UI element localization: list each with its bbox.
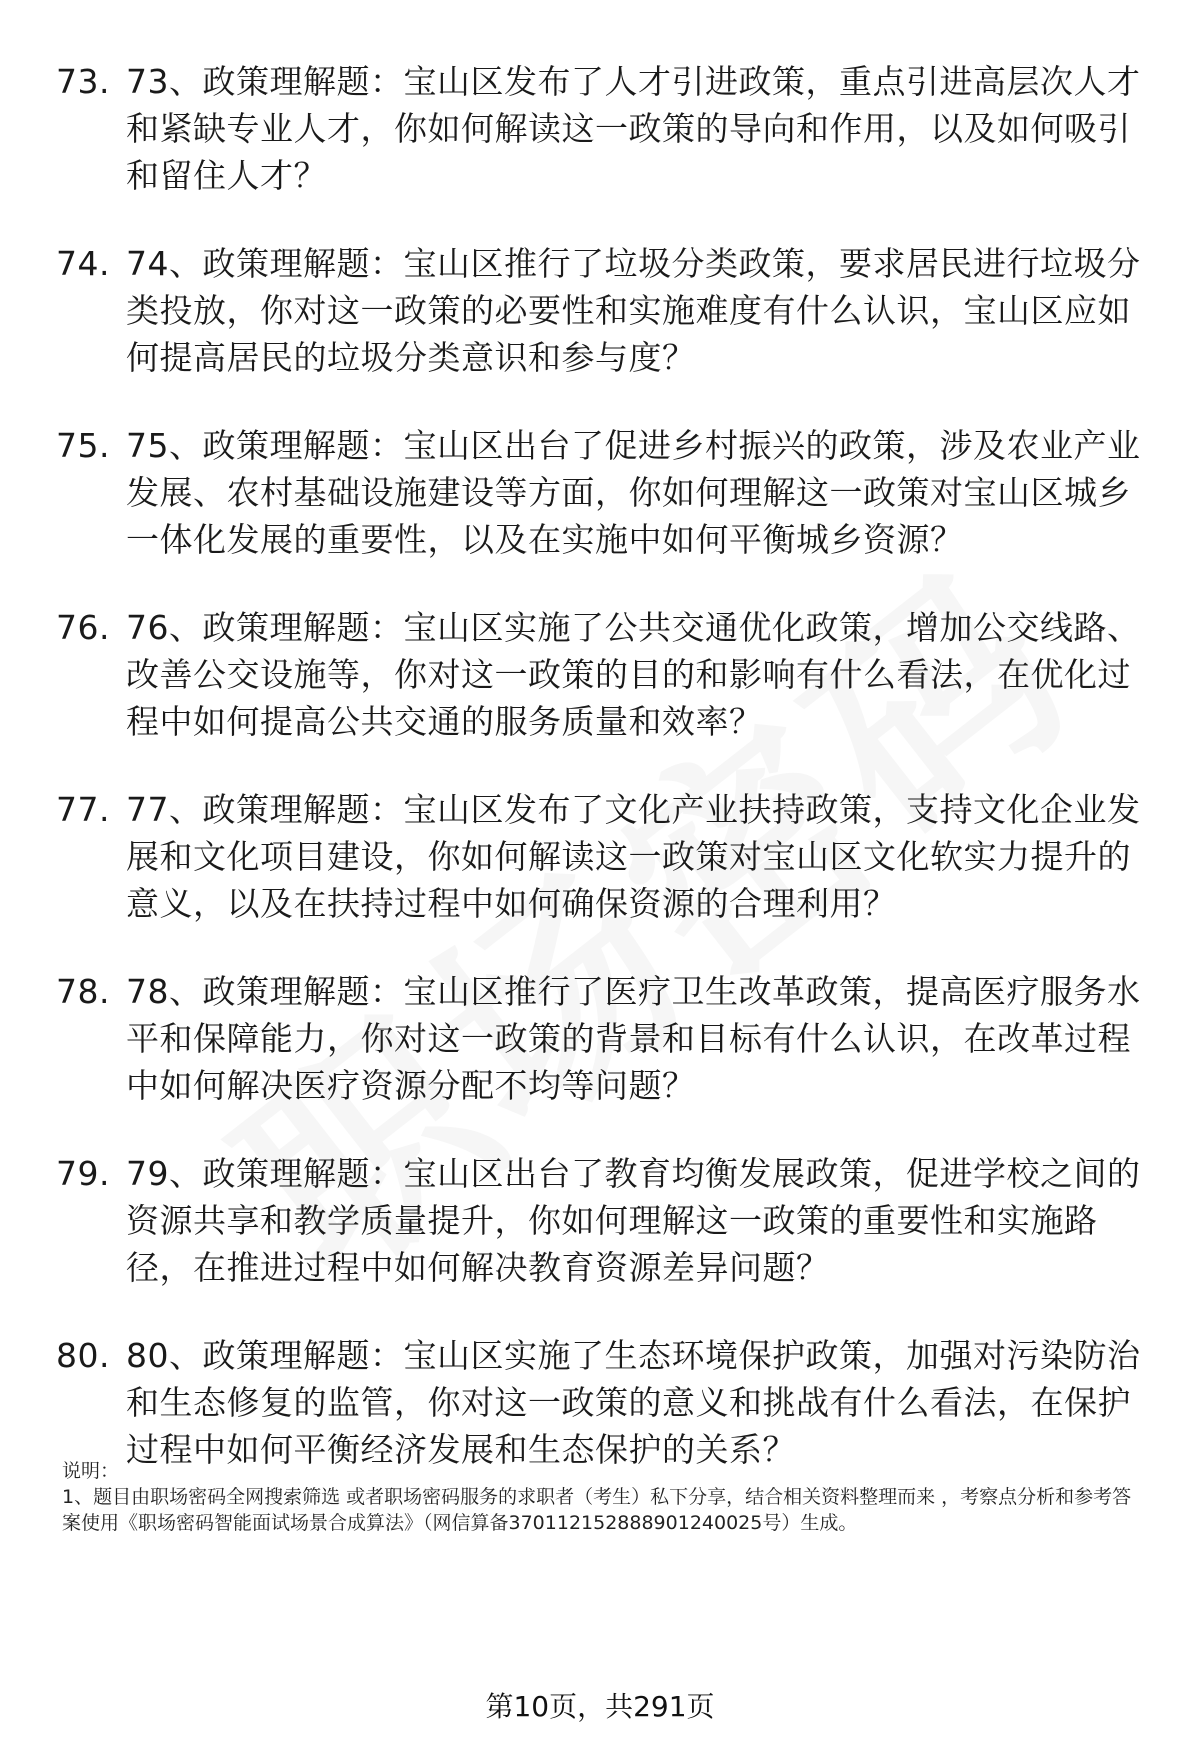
question-number: 77. xyxy=(56,790,110,829)
question-number: 79. xyxy=(56,1154,110,1193)
page-footer xyxy=(0,1689,1200,1725)
note-body: 1、题目由职场密码全网搜索筛选 或者职场密码服务的求职者（考生）私下分享，结合相关资料整理而来 ，考察点分析和参考答案使用《职场密码智能面试场景合成算法》（网信算备370112152888901240025号）生成。 xyxy=(62,1486,1132,1534)
question-item xyxy=(56,1332,1156,1473)
question-item xyxy=(56,786,1156,927)
question-item xyxy=(56,1150,1156,1291)
question-text: 79、政策理解题：宝山区出台了教育均衡发展政策，促进学校之间的资源共享和教学质量提升，你如何理解这一政策的重要性和实施路径，在推进过程中如何解决教育资源差异问题？ xyxy=(126,1154,1141,1287)
question-text: 73、政策理解题：宝山区发布了人才引进政策，重点引进高层次人才和紧缺专业人才，你如何解读这一政策的导向和作用，以及如何吸引和留住人才？ xyxy=(126,62,1141,195)
explanation-note xyxy=(62,1458,1142,1536)
question-item xyxy=(56,422,1156,563)
question-text: 76、政策理解题：宝山区实施了公共交通优化政策，增加公交线路、改善公交设施等，你对这一政策的目的和影响有什么看法，在优化过程中如何提高公共交通的服务质量和效率？ xyxy=(126,608,1141,741)
question-number: 74. xyxy=(56,244,110,283)
question-text: 74、政策理解题：宝山区推行了垃圾分类政策，要求居民进行垃圾分类投放，你对这一政策的必要性和实施难度有什么认识，宝山区应如何提高居民的垃圾分类意识和参与度？ xyxy=(126,244,1141,377)
question-list xyxy=(56,58,1156,1514)
question-item xyxy=(56,240,1156,381)
question-number: 80. xyxy=(56,1336,110,1375)
question-item xyxy=(56,968,1156,1109)
question-text: 80、政策理解题：宝山区实施了生态环境保护政策，加强对污染防治和生态修复的监管，你对这一政策的意义和挑战有什么看法，在保护过程中如何平衡经济发展和生态保护的关系？ xyxy=(126,1336,1141,1469)
question-text: 78、政策理解题：宝山区推行了医疗卫生改革政策，提高医疗服务水平和保障能力，你对这一政策的背景和目标有什么认识，在改革过程中如何解决医疗资源分配不均等问题？ xyxy=(126,972,1141,1105)
question-item xyxy=(56,58,1156,199)
question-text: 77、政策理解题：宝山区发布了文化产业扶持政策，支持文化企业发展和文化项目建设，你如何解读这一政策对宝山区文化软实力提升的意义，以及在扶持过程中如何确保资源的合理利用？ xyxy=(126,790,1141,923)
question-text: 75、政策理解题：宝山区出台了促进乡村振兴的政策，涉及农业产业发展、农村基础设施建设等方面，你如何理解这一政策对宝山区城乡一体化发展的重要性，以及在实施中如何平衡城乡资源？ xyxy=(126,426,1141,559)
page-indicator: 第10页，共291页 xyxy=(485,1690,715,1723)
question-item xyxy=(56,604,1156,745)
question-number: 78. xyxy=(56,972,110,1011)
question-number: 76. xyxy=(56,608,110,647)
question-number: 75. xyxy=(56,426,110,465)
note-heading: 说明： xyxy=(62,1460,120,1482)
question-number: 73. xyxy=(56,62,110,101)
